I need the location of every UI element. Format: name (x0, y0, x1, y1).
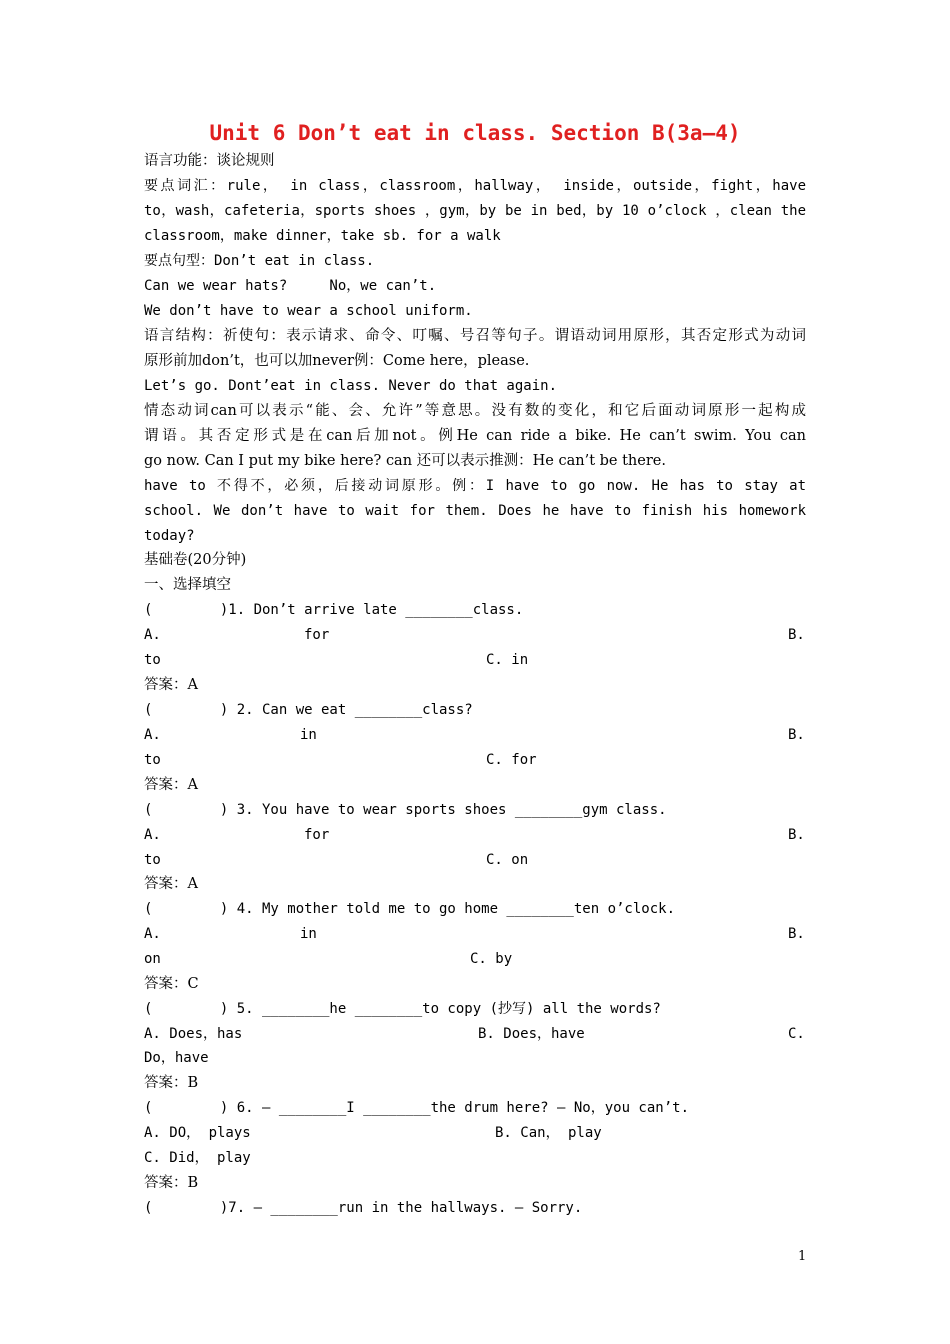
intro-line: We don’t have to wear a school uniform. (144, 303, 473, 319)
option-b: B. Does，have (478, 1026, 585, 1042)
option-a-text: for (304, 627, 330, 643)
question-options (144, 723, 806, 747)
question-stem: ( ) 4. My mother told me to go home ________ten o’clock. (144, 901, 676, 917)
option-b-text: to (144, 852, 161, 868)
intro-line: 要点句型：Don’t eat in class. (144, 253, 375, 269)
option-c-text: Do，have (144, 1050, 209, 1066)
option-c: C. by (470, 951, 513, 967)
intro-line: go now. Can I put my bike here? can 还可以表示推测：He can’t be there. (144, 453, 666, 469)
question-options (144, 648, 806, 672)
question-options (144, 823, 806, 847)
question-stem: ( ) 3. You have to wear sports shoes ________gym class. (144, 802, 667, 818)
question-options (144, 1022, 806, 1046)
option-b-text: to (144, 752, 161, 768)
option-c: C. Did， play (144, 1150, 251, 1166)
question-options (144, 1146, 806, 1170)
section-heading: 一、选择填空 (144, 577, 231, 593)
intro-line: Can we wear hats? No，we can’t. (144, 278, 437, 294)
question-options (144, 748, 806, 772)
question-stem: ( ) 2. Can we eat ________class? (144, 702, 473, 718)
intro-line: classroom，make dinner，take sb. for a walk (144, 228, 501, 244)
intro-line: school. We don’t have to wait for them. Does he have to finish his homework (144, 503, 806, 519)
option-a-label: A. (144, 926, 161, 942)
intro-line: 原形前加don’t，也可以加never例：Come here，please. (144, 353, 530, 369)
option-a-text: for (304, 827, 330, 843)
question-stem: ( )1. Don’t arrive late ________class. (144, 602, 524, 618)
option-b-label: B. (788, 926, 805, 942)
option-b-label: B. (788, 627, 805, 643)
intro-line: 语言功能：谈论规则 (144, 153, 275, 169)
option-b-label: B. (788, 727, 805, 743)
question-options (144, 922, 806, 946)
intro-line: to，wash，cafeteria，sports shoes ，gym，by be in bed，by 10 o’clock ，clean the (144, 203, 806, 219)
intro-line: 谓语。其否定形式是在can后加not。例He can ride a bike. He can’t swim. You can (144, 428, 806, 444)
intro-line: 语言结构：祈使句：表示请求、命令、叮嘱、号召等句子。谓语动词用原形，其否定形式为动词 (144, 328, 806, 344)
option-a: A. Does，has (144, 1026, 243, 1042)
answer: 答案：A (144, 677, 198, 693)
intro-line: today? (144, 528, 195, 544)
answer: 答案：A (144, 777, 198, 793)
answer: 答案：B (144, 1075, 199, 1091)
question-stem: ( ) 6. — ________I ________the drum here? — No，you can’t. (144, 1100, 690, 1116)
option-a-text: in (300, 727, 317, 743)
question-stem: ( ) 5. ________he ________to copy (抄写) all the words? (144, 1001, 661, 1017)
answer: 答案：C (144, 976, 199, 992)
question-options (144, 848, 806, 872)
option-b: B. Can， play (495, 1125, 602, 1141)
intro-line: 情态动词can可以表示“能、会、允许”等意思。没有数的变化，和它后面动词原形一起构成 (144, 403, 806, 419)
option-a-label: A. (144, 627, 161, 643)
answer: 答案：A (144, 876, 198, 892)
option-a-label: A. (144, 827, 161, 843)
option-b-text: on (144, 951, 161, 967)
option-c-label: C. (788, 1026, 805, 1042)
option-b-label: B. (788, 827, 805, 843)
question-options (144, 947, 806, 971)
intro-line: Let’s go. Dont’eat in class. Never do that again. (144, 378, 558, 394)
page-number: 1 (798, 1249, 807, 1264)
intro-line: have to 不得不，必须，后接动词原形。例：I have to go now. He has to stay at (144, 478, 806, 494)
question-options (144, 1046, 806, 1070)
option-a-label: A. (144, 727, 161, 743)
question-options (144, 623, 806, 647)
intro-line: 要点词汇：rule， in class，classroom，hallway， inside，outside，fight，have (144, 178, 806, 194)
question-options (144, 1121, 806, 1145)
option-c: C. for (486, 752, 537, 768)
option-a: A. DO， plays (144, 1125, 251, 1141)
question-stem: ( )7. — ________run in the hallways. — Sorry. (144, 1200, 583, 1216)
option-a-text: in (300, 926, 317, 942)
section-heading: 基础卷(20分钟) (144, 552, 247, 568)
option-b-text: to (144, 652, 161, 668)
document-title: Unit 6 Don’t eat in class. Section B(3a—4) (209, 121, 741, 145)
option-c: C. in (486, 652, 529, 668)
option-c: C. on (486, 852, 529, 868)
answer: 答案：B (144, 1175, 199, 1191)
